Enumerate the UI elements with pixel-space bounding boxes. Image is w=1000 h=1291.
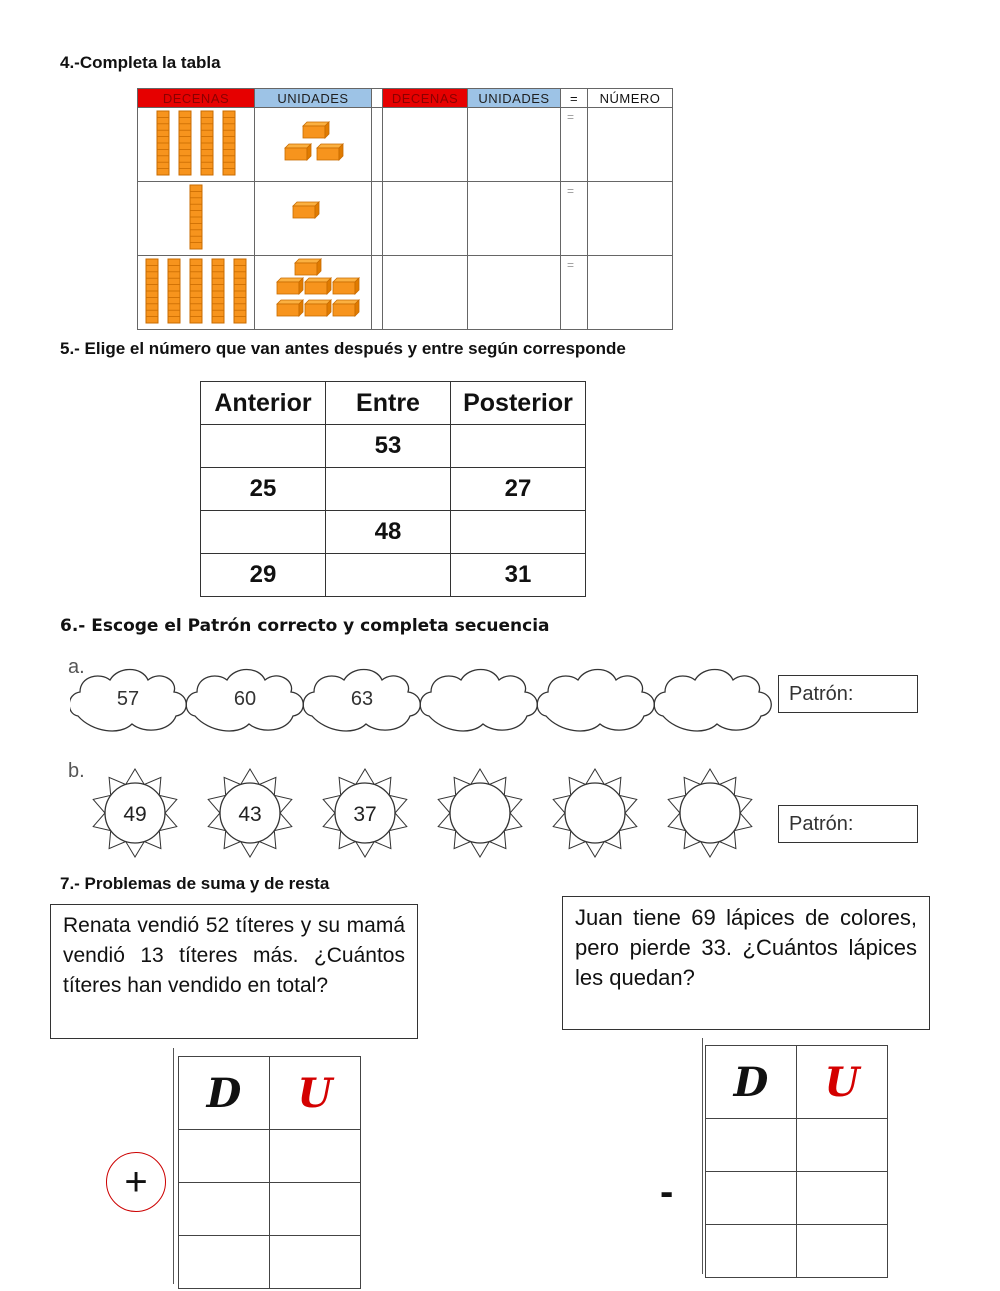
unit-cube	[293, 202, 319, 218]
unit-cube	[317, 144, 343, 160]
answer-numero[interactable]	[588, 256, 673, 330]
tens-blocks	[138, 256, 255, 330]
cell-entre: 48	[326, 511, 451, 554]
sun-number: 49	[123, 803, 147, 826]
vertical-line	[702, 1038, 703, 1274]
tens-blocks	[138, 182, 255, 256]
spacer	[372, 108, 383, 182]
cell-entre[interactable]	[326, 554, 451, 597]
section-4-title: 4.-Completa la tabla	[60, 53, 221, 72]
cloud-sequence	[70, 662, 775, 738]
unit-cube	[277, 300, 303, 316]
addition-grid	[178, 1056, 361, 1289]
ten-rod	[168, 259, 180, 323]
ten-rod	[146, 259, 158, 323]
header-entre: Entre	[326, 382, 451, 425]
minus-sign: -	[660, 1170, 674, 1214]
equals-cell: =	[561, 182, 588, 256]
before-after-table	[200, 381, 586, 597]
unit-cube	[305, 300, 331, 316]
section-5-title: 5.- Elige el número que van antes después y entre según corresponde	[60, 339, 626, 358]
header-numero: NÚMERO	[588, 89, 673, 108]
label-b: b.	[68, 760, 85, 782]
sun-shape[interactable]	[438, 769, 522, 857]
label-a: a.	[68, 656, 85, 678]
ten-rod	[223, 111, 235, 175]
cloud-shape[interactable]	[537, 670, 654, 731]
cell-u[interactable]	[797, 1172, 888, 1225]
cell-posterior: 27	[451, 468, 586, 511]
cloud-shape[interactable]	[186, 670, 303, 731]
answer-numero[interactable]	[588, 182, 673, 256]
spacer	[372, 89, 383, 108]
answer-decenas[interactable]	[383, 108, 468, 182]
answer-decenas[interactable]	[383, 256, 468, 330]
cell-anterior: 25	[201, 468, 326, 511]
section-7-title: 7.- Problemas de suma y de resta	[60, 874, 330, 893]
unit-blocks	[255, 256, 372, 330]
cell-posterior[interactable]	[451, 425, 586, 468]
header-u: U	[270, 1057, 361, 1130]
section-6-title: 6.- Escoge el Patrón correcto y completa secuencia	[60, 616, 550, 636]
problem-subtraction: Juan tiene 69 lápices de colores, pero pierde 33. ¿Cuántos lápices les quedan?	[562, 896, 930, 1030]
header-posterior: Posterior	[451, 382, 586, 425]
problem-addition: Renata vendió 52 títeres y su mamá vendió 13 títeres más. ¿Cuántos títeres han vendido en total?	[50, 904, 418, 1039]
header-unidades-2: UNIDADES	[468, 89, 561, 108]
cell-u[interactable]	[797, 1119, 888, 1172]
cloud-shape[interactable]	[420, 670, 537, 731]
tens-blocks	[138, 108, 255, 182]
cloud-number: 60	[233, 688, 257, 710]
unit-cube	[333, 278, 359, 294]
header-d: D	[179, 1057, 270, 1130]
ten-rod	[201, 111, 213, 175]
cell-posterior[interactable]	[451, 511, 586, 554]
unit-cube	[285, 144, 311, 160]
plus-sign: +	[106, 1152, 166, 1212]
subtraction-grid	[705, 1045, 888, 1278]
cloud-number: 57	[116, 688, 140, 710]
header-decenas: DECENAS	[138, 89, 255, 108]
answer-unidades[interactable]	[468, 256, 561, 330]
cell-u[interactable]	[270, 1236, 361, 1289]
cloud-shape[interactable]	[303, 670, 420, 731]
cell-u[interactable]	[797, 1225, 888, 1278]
spacer	[372, 256, 383, 330]
sun-shape[interactable]	[208, 769, 292, 857]
ten-rod	[190, 259, 202, 323]
sun-shape[interactable]	[323, 769, 407, 857]
patron-box-a[interactable]: Patrón:	[778, 675, 918, 713]
answer-decenas[interactable]	[383, 182, 468, 256]
sun-number: 43	[238, 803, 262, 826]
header-anterior: Anterior	[201, 382, 326, 425]
answer-numero[interactable]	[588, 108, 673, 182]
cloud-shape[interactable]	[70, 670, 186, 731]
cell-d[interactable]	[706, 1225, 797, 1278]
unit-blocks	[255, 108, 372, 182]
cell-anterior: 29	[201, 554, 326, 597]
answer-unidades[interactable]	[468, 108, 561, 182]
cell-anterior[interactable]	[201, 425, 326, 468]
cell-entre[interactable]	[326, 468, 451, 511]
cell-entre: 53	[326, 425, 451, 468]
header-equals: =	[561, 89, 588, 108]
spacer	[372, 182, 383, 256]
cell-u[interactable]	[270, 1183, 361, 1236]
equals-cell: =	[561, 108, 588, 182]
ten-rod	[190, 185, 202, 249]
ten-rod	[234, 259, 246, 323]
cell-anterior[interactable]	[201, 511, 326, 554]
unit-cube	[277, 278, 303, 294]
cell-u[interactable]	[270, 1130, 361, 1183]
sun-shape[interactable]	[668, 769, 752, 857]
sun-shape[interactable]	[93, 769, 177, 857]
place-value-table	[137, 88, 673, 330]
cell-d[interactable]	[706, 1172, 797, 1225]
unit-cube	[305, 278, 331, 294]
answer-unidades[interactable]	[468, 182, 561, 256]
equals-cell: =	[561, 256, 588, 330]
cloud-shape[interactable]	[654, 670, 771, 731]
unit-cube	[333, 300, 359, 316]
patron-box-b[interactable]: Patrón:	[778, 805, 918, 843]
sun-sequence	[80, 765, 770, 865]
header-u: U	[797, 1046, 888, 1119]
ten-rod	[179, 111, 191, 175]
sun-shape[interactable]	[553, 769, 637, 857]
unit-cube	[295, 259, 321, 275]
header-d: D	[706, 1046, 797, 1119]
cell-d[interactable]	[706, 1119, 797, 1172]
unit-blocks	[255, 182, 372, 256]
cell-d[interactable]	[179, 1236, 270, 1289]
sun-number: 37	[353, 803, 377, 826]
header-decenas-2: DECENAS	[383, 89, 468, 108]
ten-rod	[212, 259, 224, 323]
cell-d[interactable]	[179, 1183, 270, 1236]
ten-rod	[157, 111, 169, 175]
header-unidades: UNIDADES	[255, 89, 372, 108]
cloud-number: 63	[350, 688, 374, 710]
cell-posterior: 31	[451, 554, 586, 597]
vertical-line	[173, 1048, 174, 1284]
cell-d[interactable]	[179, 1130, 270, 1183]
unit-cube	[303, 122, 329, 138]
